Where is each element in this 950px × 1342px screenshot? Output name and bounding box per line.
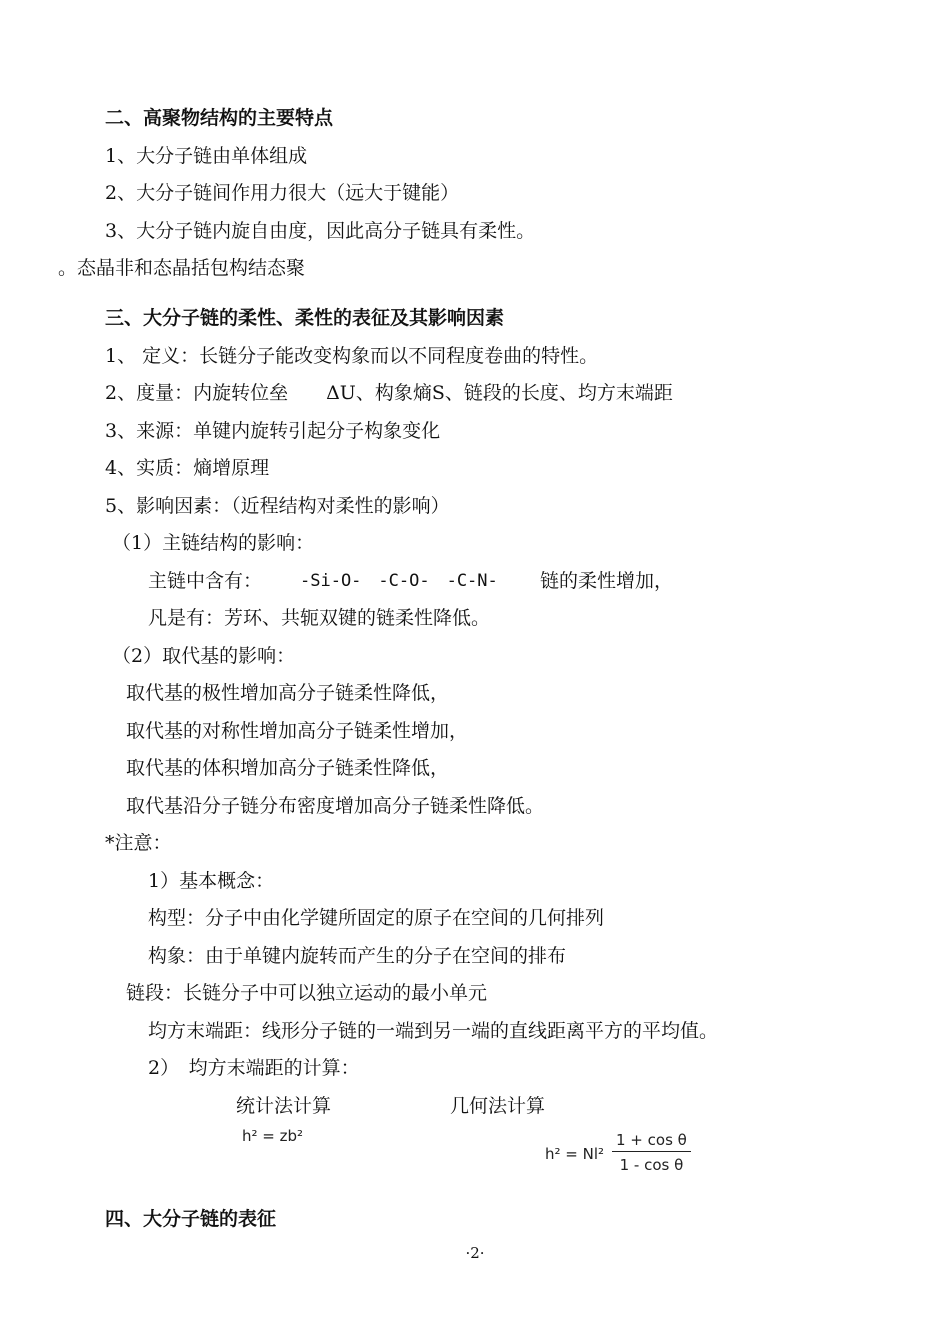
- s2-item-3: 3、大分子链内旋自由度，因此高分子链具有柔性。: [105, 220, 536, 242]
- section-heading-3: 三、大分子链的柔性、柔性的表征及其影响因素: [105, 307, 505, 329]
- s2-note: 。态晶非和态晶括包构结态聚: [58, 257, 306, 279]
- s3-factor-2-item-1: 取代基的极性增加高分子链柔性降低，: [126, 682, 450, 704]
- s3-factor-1-result: 链的柔性增加，: [540, 570, 674, 592]
- s3-definition: 1、 定义：长链分子能改变构象而以不同程度卷曲的特性。: [105, 345, 599, 367]
- s3-measure: 2、度量：内旋转位垒 ΔU、构象熵S、链段的长度、均方末端距: [105, 382, 673, 404]
- fraction-denominator: 1 - cos θ: [619, 1156, 684, 1174]
- s3-factor-1-title: （1）主链结构的影响：: [112, 532, 315, 554]
- stat-method-label: 统计法计算: [236, 1095, 332, 1117]
- s3-factor-1-groups: -Si-O- -C-O- -C-N-: [300, 571, 498, 591]
- notes-sub-2: 2） 均方末端距的计算：: [148, 1057, 360, 1079]
- notes-title: *注意：: [105, 832, 172, 854]
- s3-factor-2-item-3: 取代基的体积增加高分子链柔性降低，: [126, 757, 450, 779]
- s2-item-2: 2、大分子链间作用力很大（远大于键能）: [105, 182, 460, 204]
- formula-statistical: h² = zb²: [242, 1127, 304, 1145]
- s3-essence: 4、实质：熵增原理: [105, 457, 270, 479]
- geo-method-label: 几何法计算: [450, 1095, 546, 1117]
- formula-geometric-lhs: h² = Nl²: [545, 1145, 605, 1163]
- s3-factor-1-b: 凡是有：芳环、共轭双键的链柔性降低。: [148, 607, 491, 629]
- s3-factor-1-label: 主链中含有：: [148, 570, 263, 592]
- s3-factor-2-item-2: 取代基的对称性增加高分子链柔性增加，: [126, 720, 469, 742]
- s3-factor-2-item-4: 取代基沿分子链分布密度增加高分子链柔性降低。: [126, 795, 545, 817]
- notes-sub-1: 1）基本概念：: [148, 870, 275, 892]
- s3-origin: 3、来源：单键内旋转引起分子构象变化: [105, 420, 441, 442]
- section-heading-2: 二、高聚物结构的主要特点: [105, 107, 334, 129]
- s3-factor-2-title: （2）取代基的影响：: [112, 645, 296, 667]
- notes-msd: 均方末端距：线形分子链的一端到另一端的直线距离平方的平均值。: [148, 1020, 719, 1042]
- fraction-numerator: 1 + cos θ: [612, 1131, 691, 1152]
- notes-segment: 链段：长链分子中可以独立运动的最小单元: [126, 982, 488, 1004]
- s3-factors: 5、影响因素：（近程结构对柔性的影响）: [105, 495, 450, 517]
- s2-item-1: 1、大分子链由单体组成: [105, 145, 308, 167]
- notes-configuration: 构型：分子中由化学键所固定的原子在空间的几何排列: [148, 907, 605, 929]
- notes-conformation: 构象：由于单键内旋转而产生的分子在空间的排布: [148, 945, 567, 967]
- formula-geometric-fraction: [612, 1131, 691, 1174]
- page-number: ·2·: [465, 1244, 485, 1262]
- section-heading-4: 四、大分子链的表征: [105, 1208, 277, 1230]
